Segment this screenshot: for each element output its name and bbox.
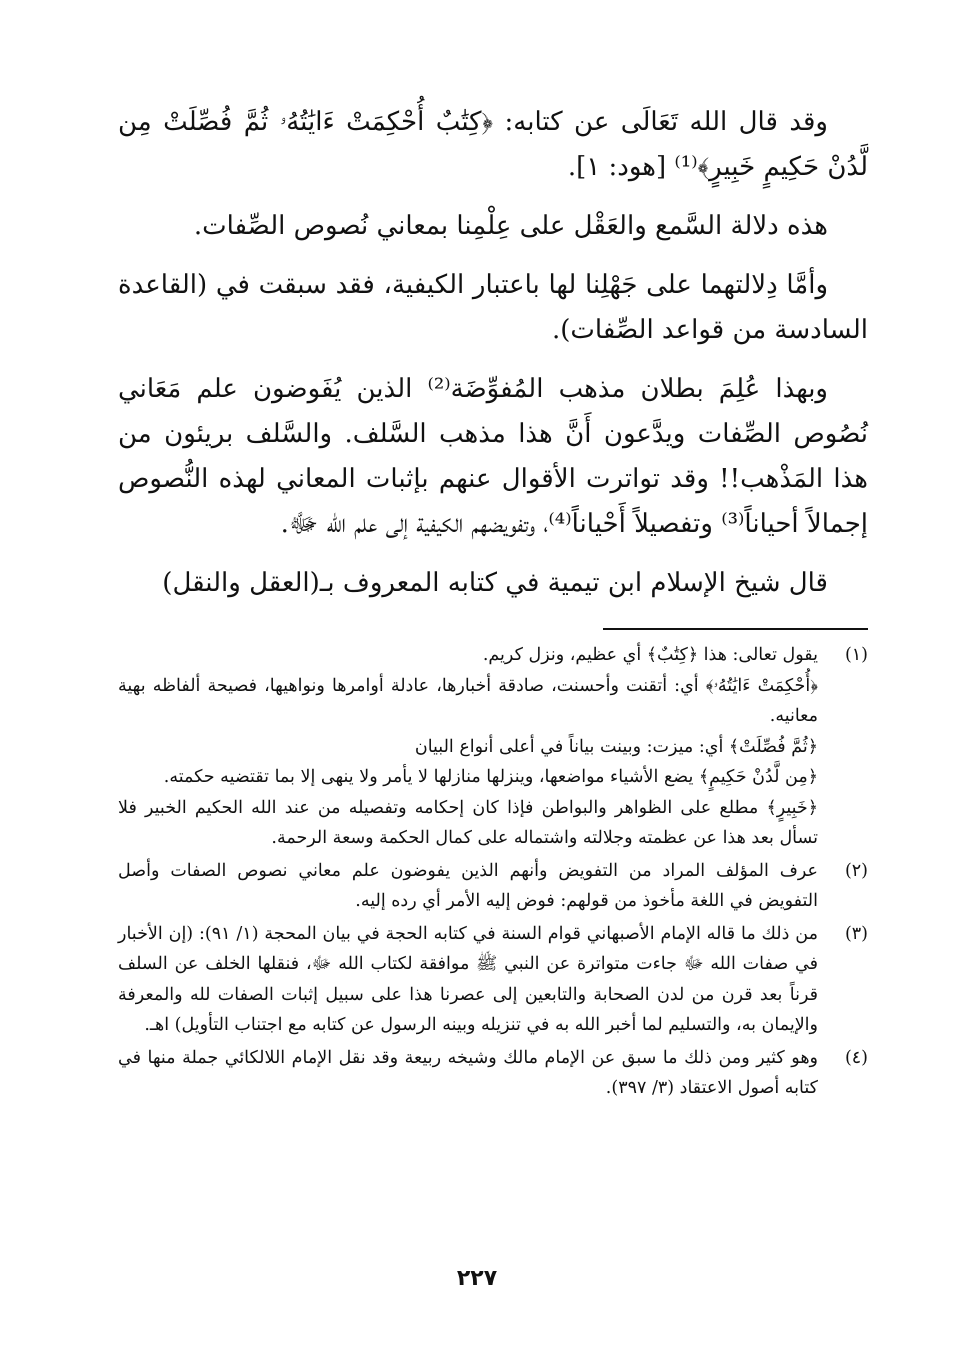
footnote: [118, 919, 868, 1041]
footnote-body: [118, 856, 818, 917]
footnote-text: من ذلك ما قاله الإمام الأصبهاني قوام السنة في كتابه الحجة في بيان المحجة (١/ ٩١): (إن الأخبار في صفات الله ﷻ جاءت متواترة عن النبي ﷺ موافقة لكتاب الله ﷻ، فنقلها الخلف عن السلف قرناً بعد قرن من لدن الصحابة والتابعين إلى عصرنا هذا على سبيل إثبات الصفات لله والمعرفة والإيمان به، والتسليم لما أخبر الله به في تنزيله وبينه الرسول عن كتابه مع اجتناب التأويل) اهـ.: [118, 923, 818, 1035]
footnote-body: [118, 640, 818, 854]
paragraph: وبهذا عُلِمَ بطلان مذهب المُفوِّضَة⁽²⁾ الذين يُفَوضون علم مَعَاني نُصُوص الصِّفات ويدَّعون أَنَّ هذا مذهب السَّلف. والسَّلف بريئون من هذا المَذْهب!! وقد تواترت الأقوال عنهم بإثبات المعاني لهذه النُّصوص إجمالاً أحياناً⁽³⁾ وتفصيلاً أَحْياناً⁽⁴⁾، وتفويضهم الكيفية إلى علم الله ﷻ.: [118, 374, 868, 539]
footnote-number: (٢): [844, 860, 868, 881]
paragraph: هذه دلالة السَّمع والعَقْل على عِلْمِنا بمعاني نُصوص الصِّفات.: [193, 211, 828, 241]
footnote: [118, 1043, 868, 1104]
main-text: [118, 100, 868, 606]
footnote-body: [118, 1043, 818, 1104]
page-content: [118, 100, 868, 1106]
footnote-number: (٤): [844, 1047, 868, 1068]
footnote-text: وهو كثير ومن ذلك ما سبق عن الإمام مالك وشيخه ربيعة وقد نقل الإمام اللالكائي جملة منها في كتابه أصول الاعتقاد (٣/ ٣٩٧).: [118, 1047, 818, 1098]
footnote-text: ﴿ثُمَّ فُصِّلَتْ﴾ أي: ميزت: وبينت بياناً في أعلى أنواع البيان: [414, 736, 818, 757]
footnote-text: عرف المؤلف المراد من التفويض وأنهم الذين يفوضون علم معاني نصوص الصفات وأصل التفويض في اللغة مأخوذ من قولهم: فوض إليه الأمر أي رده إليه.: [118, 860, 818, 911]
paragraph: وقد قال الله تَعَالَى عن كتابه: ﴿كِتَٰبٌ أُحْكِمَتْ ءَايَٰتُهُۥ ثُمَّ فُصِّلَتْ مِن لَّدُنْ حَكِيمٍ خَبِيرٍ﴾⁽¹⁾ [هود: ١].: [118, 107, 868, 182]
page-number: ٢٢٧: [456, 1266, 498, 1291]
footnote-text: ﴿مِن لَّدُنْ حَكِيمٍ﴾ يضع الأشياء مواضعها، وينزلها منازلها لا يأمر ولا ينهى إلا بما تقتضيه حكمته.: [163, 767, 818, 787]
paragraph: وأمَّا دِلالتهما على جَهْلِنا لها باعتبار الكيفية، فقد سبقت في (القاعدة السادسة من قواعد الصِّفات).: [118, 270, 868, 345]
footnote-number: (٣): [844, 923, 868, 944]
footnote-body: [118, 919, 818, 1041]
footnotes: [118, 640, 868, 1104]
footnote-text: ﴿خَبِيرٍ﴾ مطلع على الظواهر والبواطن فإذا كان إحكامه وتفصيله من عند الله الحكيم الخبير فلا تسأل بعد هذا عن عظمته وجلالته واشتماله على كمال الحكمة وسعة الرحمة.: [118, 797, 818, 848]
footnote-text: يقول تعالى: هذا ﴿كِتَٰبٌ﴾ أي عظيم، ونزل كريم.: [482, 645, 818, 665]
footnote: [118, 640, 868, 854]
paragraph: قال شيخ الإسلام ابن تيمية في كتابه المعروف بـ(العقل والنقل): [162, 568, 828, 598]
footnote: [118, 856, 868, 917]
footnote-text: ﴿أُحْكِمَتْ ءَايَٰتُهُۥ﴾ أي: أتقنت وأحسنت، صادقة أخبارها، عادلة أوامرها ونواهيها، فصيحة ألفاظه بهية معانيه.: [118, 675, 818, 726]
footnote-separator: [603, 628, 868, 630]
footnote-number: (١): [844, 645, 868, 665]
